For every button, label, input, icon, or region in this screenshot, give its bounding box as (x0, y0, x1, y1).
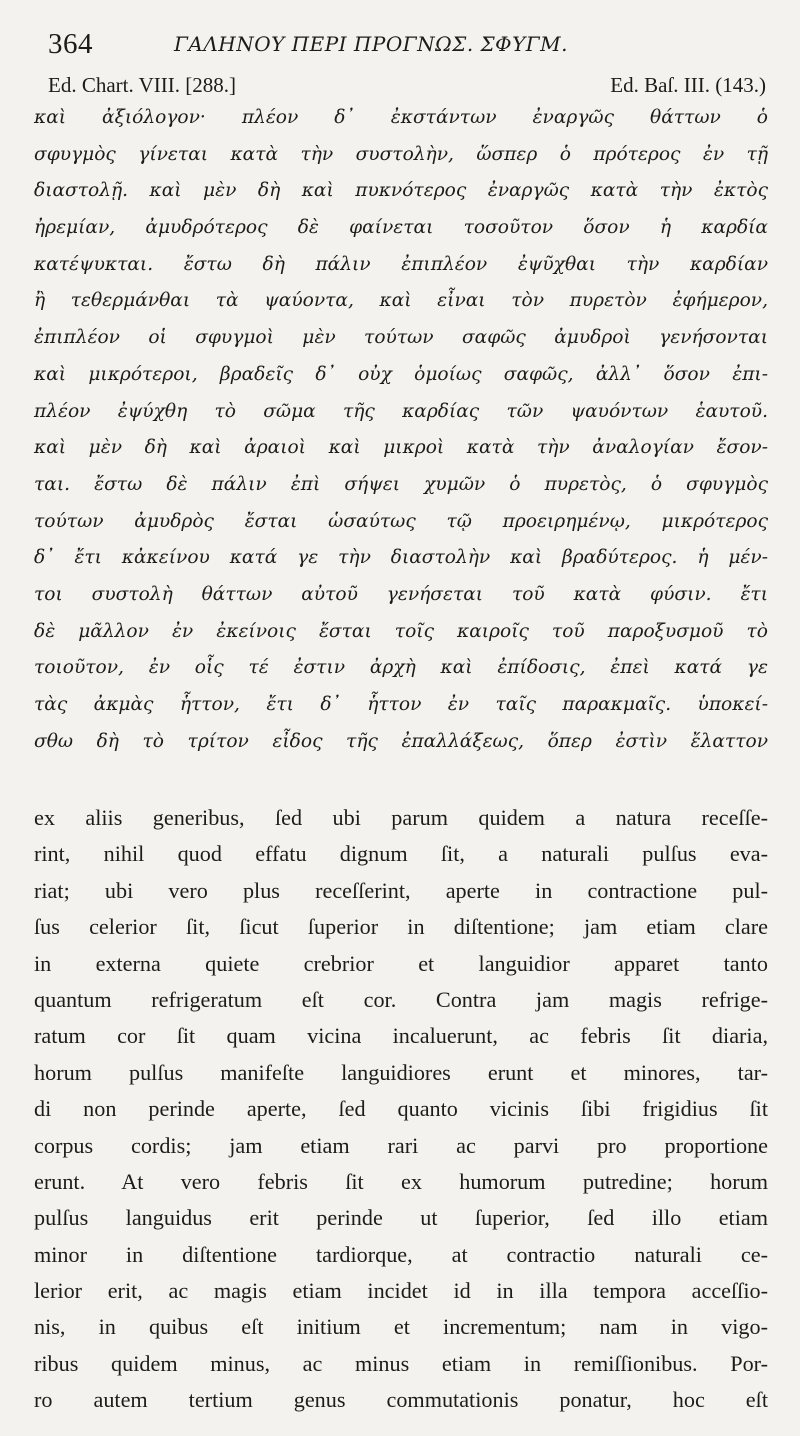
latin-line: rint, nihil quod effatu dignum ſit, a naturali pulſus eva- (34, 841, 768, 867)
latin-line: riat; ubi vero plus receſſerint, aperte in contractione pul- (34, 877, 768, 903)
greek-line: πλέον ἐψύχθη τὸ σῶμα τῆς καρδίας τῶν ψαυόντων ἑαυτοῦ. (34, 400, 768, 422)
page-header (48, 28, 768, 68)
latin-line: corpus cordis; jam etiam rari ac parvi pro proportione (34, 1132, 768, 1158)
latin-line: pulſus languidus erit perinde ut ſuperior, ſed illo etiam (34, 1205, 768, 1231)
greek-line: καὶ μὲν δὴ καὶ ἀραιοὶ καὶ μικροὶ κατὰ τὴν ἀναλογίαν ἔσον- (34, 437, 768, 459)
latin-text-block (34, 800, 768, 1419)
greek-line: ται. ἔστω δὲ πάλιν ἐπὶ σήψει χυμῶν ὁ πυρετὸς, ὁ σφυγμὸς (34, 473, 768, 495)
greek-line: καὶ ἀξιόλογον· πλέον δ᾽ ἐκστάντων ἐναργῶς θάττων ὁ (34, 107, 768, 128)
latin-line: quantum refrigeratum eſt cor. Contra jam magis refrige- (34, 986, 768, 1012)
greek-line: σφυγμὸς γίνεται κατὰ τὴν συστολὴν, ὥσπερ ὁ πρότερος ἐν τῇ (34, 143, 768, 165)
greek-line: δὲ μᾶλλον ἐν ἐκείνοις ἔσται τοῖς καιροῖς τοῦ παροξυσμοῦ τὸ (34, 620, 768, 642)
latin-line: minor in diſtentione tardiorque, at contractio naturali ce- (34, 1241, 768, 1267)
latin-line: ex aliis generibus, ſed ubi parum quidem a natura receſſe- (34, 805, 768, 830)
latin-line: nis, in quibus eſt initium et incrementum; nam in vigo- (34, 1314, 768, 1340)
greek-text-block (34, 100, 768, 760)
edition-references (48, 73, 766, 103)
latin-line: lerior erit, ac magis etiam incidet id in illa tempora acceſſio- (34, 1278, 768, 1304)
latin-line: in externa quiete crebrior et languidior apparet tanto (34, 950, 768, 976)
greek-line: ἢ τεθερμάνθαι τὰ ψαύοντα, καὶ εἶναι τὸν πυρετὸν ἐφήμερον, (34, 290, 768, 312)
greek-line: ἠρεμίαν, ἀμυδρότερος δὲ φαίνεται τοσοῦτον ὅσον ἡ καρδία (34, 217, 768, 239)
edition-basel: Ed. Baſ. III. (143.) (610, 73, 766, 97)
greek-line: ἐπιπλέον οἱ σφυγμοὶ μὲν τούτων σαφῶς ἀμυδροὶ γενήσονται (34, 327, 768, 349)
greek-line: κατέψυκται. ἔστω δὴ πάλιν ἐπιπλέον ἐψῦχθαι τὴν καρδίαν (34, 253, 768, 275)
latin-line: horum pulſus manifeſte languidiores erunt et minores, tar- (34, 1059, 768, 1085)
edition-chartier: Ed. Chart. VIII. [288.] (48, 73, 236, 97)
greek-line: τοιοῦτον, ἐν οἷς τέ ἐστιν ἀρχὴ καὶ ἐπίδοσις, ἐπεὶ κατά γε (34, 657, 768, 679)
greek-line: τοι συστολὴ θάττων αὐτοῦ γενήσεται τοῦ κατὰ φύσιν. ἔτι (34, 583, 768, 605)
greek-line: διαστολῇ. καὶ μὲν δὴ καὶ πυκνότερος ἐναργῶς κατὰ τὴν ἐκτὸς (34, 180, 768, 202)
latin-line: ribus quidem minus, ac minus etiam in remiſſionibus. Por- (34, 1350, 768, 1376)
page-number: 364 (48, 28, 93, 60)
latin-line: ratum cor ſit quam vicina incaluerunt, ac febris ſit diaria, (34, 1023, 768, 1049)
greek-line: σθω δὴ τὸ τρίτον εἶδος τῆς ἐπαλλάξεως, ὅπερ ἐστὶν ἔλαττον (34, 730, 768, 752)
latin-line: di non perinde aperte, ſed quanto vicinis ſibi frigidius ſit (34, 1096, 768, 1122)
latin-line: erunt. At vero febris ſit ex humorum putredine; horum (34, 1168, 768, 1194)
greek-line: τὰς ἀκμὰς ἧττον, ἔτι δ᾽ ἧττον ἐν ταῖς παρακμαῖς. ὑποκεί- (34, 694, 768, 715)
latin-line: ro autem tertium genus commutationis ponatur, hoc eſt (34, 1387, 768, 1413)
greek-line: καὶ μικρότεροι, βραδεῖς δ᾽ οὐχ ὁμοίως σαφῶς, ἀλλ᾽ ὅσον ἐπι- (34, 363, 768, 385)
greek-line: τούτων ἀμυδρὸς ἔσται ὡσαύτως τῷ προειρημένῳ, μικρότερος (34, 510, 768, 532)
greek-line: δ᾽ ἔτι κἀκείνου κατά γε τὴν διαστολὴν καὶ βραδύτερος. ἡ μέν- (34, 547, 768, 569)
latin-line: ſus celerior ſit, ſicut ſuperior in diſtentione; jam etiam clare (34, 914, 768, 940)
running-title: ΓΑΛΗΝΟΥ ΠΕΡΙ ΠΡΟΓΝΩΣ. ΣΦΥΓΜ. (174, 32, 568, 56)
